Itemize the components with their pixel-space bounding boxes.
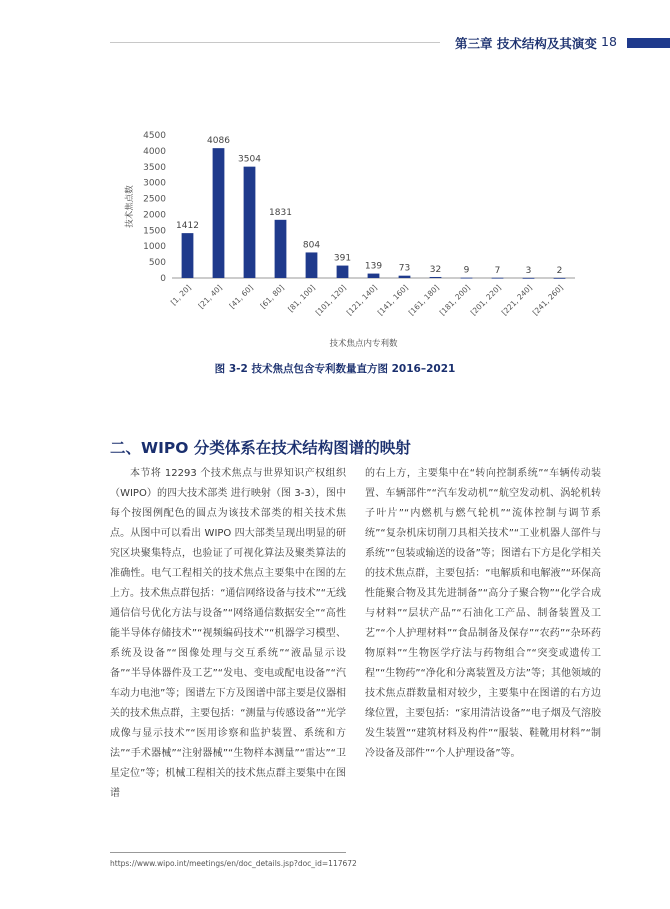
data-label: 804 [302,240,321,251]
x-tick-label: [121, 140] [344,283,379,318]
header-accent-bar [627,38,670,48]
data-label: 4086 [207,136,230,147]
body-column-left [110,464,346,804]
y-tick-label: 0 [160,274,166,284]
bar [213,148,225,278]
y-axis-title: 技术焦点数 [125,185,135,228]
data-label: 1831 [269,207,292,218]
footnote-text: https://www.wipo.int/meetings/en/doc_details.jsp?doc_id=117672 [110,859,357,868]
y-tick-label: 1500 [143,226,166,237]
x-tick-label: [241, 260] [530,283,565,318]
data-label: 9 [463,265,470,276]
page-number: 18 [601,34,617,49]
x-tick-label: [61, 80] [258,283,286,311]
bar [337,266,349,278]
data-label: 3504 [238,154,261,165]
bar [244,167,256,278]
y-tick-label: 3000 [143,178,166,189]
y-tick-label: 500 [148,258,166,269]
figure-caption: 图 3-2 技术焦点包含专利数量直方图 2016–2021 [214,363,456,375]
data-label: 7 [494,265,501,276]
bar [492,278,504,279]
x-tick-label: [21, 40] [196,283,224,311]
y-tick-label: 1000 [143,242,166,253]
body-paragraph-right: 的右上方，主要集中在“转向控制系统”“车辆传动装置、车辆部件”“汽车发动机”“航空发动机、涡轮机转子叶片”“内燃机与燃气轮机”“流体控制与调节系统”“复杂机床切削刀具相关技术”“工业机器人部件与系统”“包装或输送的设备”等；图谱右下方是化学相关的技术焦点群，主要包括：“电解质和电解液”“环保高性能聚合物及其先进制备”“高分子聚合物”“化学合成与材料”“层状产品”“石油化工产品、制备装置及工艺”“个人护理材料”“食品制备及保存”“农药”“杂环药物原料”“生物医学疗法与药物组合”“突变或遗传工程”“生物药”“净化和分离装置及方法”等；其他领域的技术焦点群数量相对较少，主要集中在图谱的右方边缘位置，主要包括：“家用清洁设备”“电子烟及气溶胶发生装置”“建筑材料及构件”“服装、鞋靴用材料”“制冷设备及部件”“个人护理设备”等。 [365,468,601,759]
data-label: 139 [364,261,383,272]
x-tick-label: [1, 20] [168,283,193,308]
footnote-rule [110,852,346,853]
data-label: 2 [556,265,563,276]
data-label: 391 [333,253,352,264]
x-tick-label: [161, 180] [406,283,441,318]
data-label: 1412 [176,221,199,232]
header-rule [110,42,440,43]
bar [275,220,287,278]
section-title: 二、WIPO 分类体系在技术结构图谱的映射 [110,439,411,457]
bar [461,278,473,279]
x-tick-label: [201, 220] [468,283,503,318]
bar [523,278,535,279]
x-tick-label: [141, 160] [375,283,410,318]
y-tick-label: 4000 [143,146,166,157]
bar [554,278,566,279]
bar [306,252,318,278]
x-tick-label: [41, 60] [227,283,255,311]
bar [399,276,411,278]
bar [430,277,442,278]
y-tick-label: 2000 [143,210,166,221]
data-label: 73 [398,263,411,274]
x-tick-label: [81, 100] [286,283,317,314]
x-tick-label: [181, 200] [437,283,472,318]
data-label: 32 [429,264,442,275]
y-tick-label: 2500 [143,194,166,205]
histogram-chart [110,120,580,360]
chapter-title: 第三章 技术结构及其演变 [455,36,597,51]
x-tick-label: [221, 240] [499,283,534,318]
data-label: 3 [525,265,532,276]
bar [368,274,380,278]
y-tick-label: 3500 [143,162,166,173]
x-tick-label: [101, 120] [313,283,348,318]
body-column-right [365,464,601,764]
y-tick-label: 4500 [143,131,166,141]
bar [182,233,194,278]
x-axis-title: 技术焦点内专利数 [329,339,398,349]
body-paragraph-left: 本节将 12293 个技术焦点与世界知识产权组织（WIPO）的四大技术部类 进行映射（图 3-3），图中每个按图例配色的圆点为该技术部类的相关技术焦点。从图中可以看出 WIPO 四大部类呈现出明显的研究区块聚集特点，也验证了可视化算法及聚类算法的准确性。电气工程相关的技术焦点主要集中在图的左上方。技术焦点群包括：“通信网络设备与技术”“无线通信信号优化方法与设备”“网络通信数据安全”“高性能半导体存储技术”“视频编码技术”“机器学习模型、系统及设备”“图像处理与交互系统”“液晶显示设备”“半导体器件及工艺”“发电、变电或配电设备”“汽车动力电池”等；图谱左下方及图谱中部主要是仪器相关的技术焦点群，主要包括：“测量与传感设备”“光学成像与显示技术”“医用诊察和监护装置、系统和方法”“手术器械”“注射器械”“生物样本测量”“雷达”“卫星定位”等；机械工程相关的技术焦点群主要集中在图谱 [110,468,346,799]
